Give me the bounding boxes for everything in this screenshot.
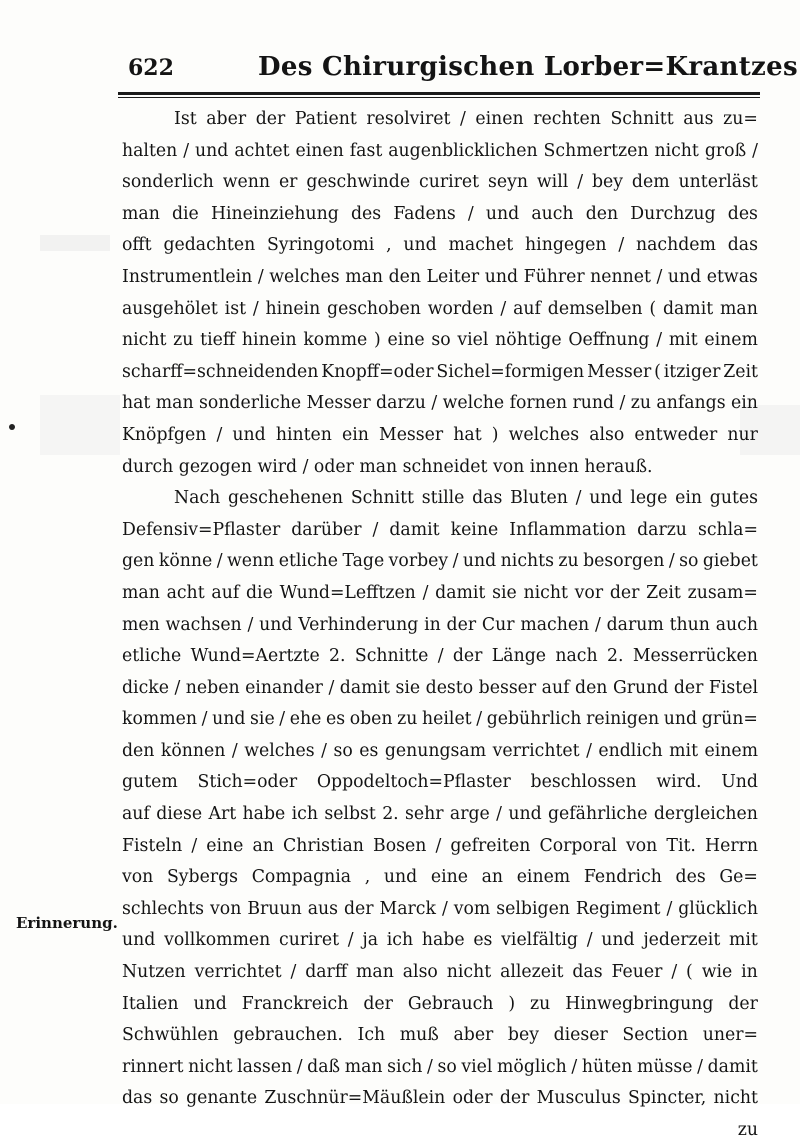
text-line: Italien und Franckreich der Gebrauch ) zu Hinwegbringung der bbox=[122, 993, 758, 1014]
text-line: rinnert nicht lassen / daß man sich / so viel möglich / hüten müsse / damit bbox=[122, 1056, 758, 1077]
text-line: sonderlich wenn er geschwinde curiret seyn will / bey dem unterläst bbox=[122, 172, 758, 193]
text-line: Nutzen verrichtet / darff man also nicht allezeit das Feuer / ( wie in bbox=[122, 962, 758, 983]
text-line: kommen / und sie / ehe es oben zu heilet / gebührlich reinigen und grün= bbox=[122, 709, 758, 730]
text-line: Knöpfgen / und hinten ein Messer hat ) welches also entweder nur bbox=[122, 424, 758, 445]
text-line: Fisteln / eine an Christian Bosen / gefreiten Corporal von Tit. Herrn bbox=[122, 835, 758, 856]
text-line: dicke / neben einander / damit sie desto besser auf den Grund der Fistel bbox=[122, 677, 758, 698]
text-line: hat man sonderliche Messer darzu / welche fornen rund / zu anfangs ein bbox=[122, 393, 758, 414]
text-line: durch gezogen wird / oder man schneidet von innen herauß. bbox=[122, 456, 653, 477]
margin-note: Erinnerung. bbox=[16, 914, 118, 932]
text-line: auf diese Art habe ich selbst 2. sehr arge / und gefährliche dergleichen bbox=[122, 804, 758, 825]
text-line: offt gedachten Syringotomi , und machet hingegen / nachdem das bbox=[122, 235, 758, 256]
text-line: und vollkommen curiret / ja ich habe es vielfältig / und jederzeit mit bbox=[122, 930, 758, 951]
header-rule bbox=[118, 92, 760, 95]
text-line: gen könne / wenn etliche Tage vorbey / und nichts zu besorgen / so giebet bbox=[122, 551, 758, 572]
text-line: Ist aber der Patient resolviret / einen rechten Schnitt aus zu= bbox=[174, 109, 758, 129]
text-line: den können / welches / so es genungsam verrichtet / endlich mit einem bbox=[122, 740, 758, 761]
text-line: von Sybergs Compagnia , und eine an einem Fendrich des Ge= bbox=[122, 867, 758, 888]
page-number: 622 bbox=[128, 55, 174, 81]
running-head: Des Chirurgischen Lorber=Krantzes bbox=[258, 52, 798, 82]
ink-spot bbox=[9, 424, 15, 430]
text-line: Nach geschehenen Schnitt stille das Bluten / und lege ein gutes bbox=[174, 488, 758, 509]
text-line: halten / und achtet einen fast augenblicklichen Schmertzen nicht groß / bbox=[122, 140, 758, 161]
body-text bbox=[122, 104, 758, 1147]
text-line: man die Hineinziehung des Fadens / und auch den Durchzug des bbox=[122, 203, 758, 224]
header-rule-thin bbox=[118, 97, 760, 98]
text-line: men wachsen / und Verhinderung in der Cur machen / darum thun auch bbox=[122, 614, 758, 635]
text-line: Instrumentlein / welches man den Leiter und Führer nennet / und etwas bbox=[122, 266, 758, 287]
text-line: das so genante Zuschnür=Mäußlein oder der Musculus Spincter, nicht bbox=[122, 1088, 758, 1109]
text-line: Defensiv=Pflaster darüber / damit keine Inflammation darzu schla= bbox=[122, 519, 758, 540]
text-line: gutem Stich=oder Oppodeltoch=Pflaster beschlossen wird. Und bbox=[122, 772, 758, 793]
show-through-mark bbox=[40, 235, 110, 251]
catchword: zu bbox=[737, 1120, 758, 1140]
text-line: ausgehölet ist / hinein geschoben worden / auf demselben ( damit man bbox=[122, 298, 758, 319]
text-line: Schwühlen gebrauchen. Ich muß aber bey dieser Section uner= bbox=[122, 1025, 758, 1046]
text-line: man acht auf die Wund=Lefftzen / damit sie nicht vor der Zeit zusam= bbox=[122, 582, 758, 603]
text-line: scharff=schneidenden Knopff=oder Sichel=formigen Messer ( itziger Zeit bbox=[122, 361, 758, 382]
show-through-mark bbox=[40, 395, 120, 455]
text-line: nicht zu tieff hinein komme ) eine so viel nöhtige Oeffnung / mit einem bbox=[122, 330, 758, 351]
text-line: schlechts von Bruun aus der Marck / vom selbigen Regiment / glücklich bbox=[122, 898, 758, 919]
text-line: etliche Wund=Aertzte 2. Schnitte / der Länge nach 2. Messerrücken bbox=[122, 646, 758, 667]
